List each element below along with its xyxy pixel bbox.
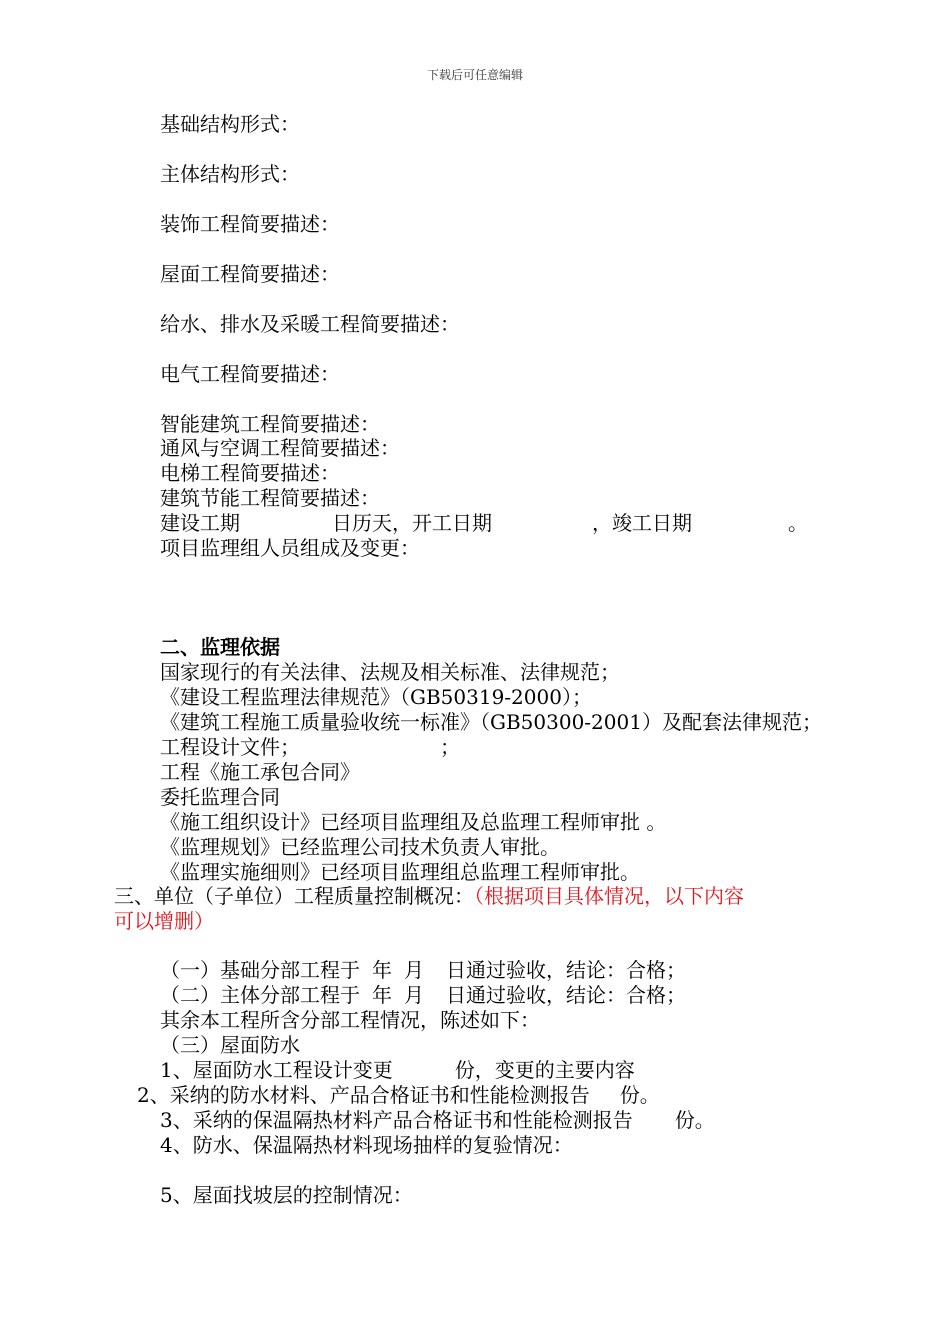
hvac-label: 通风与空调工程简要描述：: [160, 436, 400, 460]
schedule-part-c: ，竣工日期: [592, 511, 692, 535]
elevator-label: 电梯工程简要描述：: [160, 461, 340, 485]
schedule-part-d: 。: [788, 511, 808, 535]
schedule-line: [160, 511, 808, 535]
schedule-part-a: 建设工期: [160, 511, 240, 535]
foundation-acceptance: [160, 958, 686, 982]
roof-item-1: [160, 1058, 635, 1082]
roof-item-text: 份。: [619, 1083, 660, 1107]
roof-item-3: [160, 1108, 715, 1132]
roof-item-text: 1、屋面防水工程设计变更: [160, 1058, 393, 1082]
basis-item: 《监理实施细则》已经项目监理组总监理工程师审批。: [160, 860, 640, 884]
electrical-label: 电气工程简要描述：: [160, 362, 340, 386]
page-header: 下载后可任意编辑: [426, 68, 523, 82]
basis-item: 《监理规划》已经监理公司技术负责人审批。: [160, 835, 560, 859]
plumbing-label: 给水、排水及采暖工程简要描述：: [160, 312, 460, 336]
design-docs-end: ；: [440, 735, 460, 759]
basis-item: 《建筑工程施工质量验收统一标准》（GB50300-2001）及配套法律规范；: [160, 710, 822, 734]
acceptance-month: 月: [404, 958, 424, 982]
roof-item-text: 份。: [674, 1108, 715, 1132]
quality-note: （根据项目具体情况，以下内容: [474, 884, 744, 908]
basis-item: 工程《施工承包合同》: [160, 760, 360, 784]
roof-item-text: 份，变更的主要内容: [454, 1058, 635, 1082]
basis-item: 《建设工程监理法律规范》（GB50319-2000）；: [160, 685, 592, 709]
roof-item-2: [137, 1083, 660, 1107]
roof-waterproof-heading: （三）屋面防水: [160, 1033, 300, 1057]
acceptance-part: （一）基础分部工程于: [160, 958, 360, 982]
quality-note-cont: 可以增删）: [114, 909, 214, 933]
acceptance-year: 年: [372, 983, 392, 1007]
roof-item-text: 3、采纳的保温隔热材料产品合格证书和性能检测报告: [160, 1108, 633, 1132]
acceptance-day: 日通过验收，结论：合格；: [446, 983, 686, 1007]
schedule-part-b: 日历天，开工日期: [332, 511, 492, 535]
roof-item-5: 5、屋面找坡层的控制情况：: [160, 1183, 413, 1207]
decoration-label: 装饰工程简要描述：: [160, 212, 340, 236]
basis-item: 《施工组织设计》已经项目监理组及总监理工程师审批 。: [160, 810, 667, 834]
acceptance-month: 月: [404, 983, 424, 1007]
basis-item-design-docs: [160, 735, 460, 759]
basis-item: 工程设计文件；: [160, 735, 300, 759]
roof-label: 屋面工程简要描述：: [160, 262, 340, 286]
basis-item: 国家现行的有关法律、法规及相关标准、法律规范；: [160, 660, 620, 684]
foundation-structure-label: 基础结构形式：: [160, 112, 300, 136]
main-acceptance: [160, 983, 686, 1007]
roof-item-4: 4、防水、保温隔热材料现场抽样的复验情况：: [160, 1133, 573, 1157]
staff-label: 项目监理组人员组成及变更：: [160, 536, 420, 560]
quality-heading-line: [114, 884, 744, 908]
quality-heading: 三、单位（子单位）工程质量控制概况：: [114, 884, 474, 908]
intelligent-building-label: 智能建筑工程简要描述：: [160, 412, 380, 436]
roof-item-text: 2、采纳的防水材料、产品合格证书和性能检测报告: [137, 1083, 590, 1107]
basis-item: 委托监理合同: [160, 785, 280, 809]
remaining-parts-label: 其余本工程所含分部工程情况，陈述如下：: [160, 1008, 540, 1032]
energy-label: 建筑节能工程简要描述：: [160, 486, 380, 510]
main-structure-label: 主体结构形式：: [160, 162, 300, 186]
acceptance-part: （二）主体分部工程于: [160, 983, 360, 1007]
acceptance-year: 年: [372, 958, 392, 982]
acceptance-day: 日通过验收，结论：合格；: [446, 958, 686, 982]
basis-heading: 二、监理依据: [160, 635, 280, 659]
